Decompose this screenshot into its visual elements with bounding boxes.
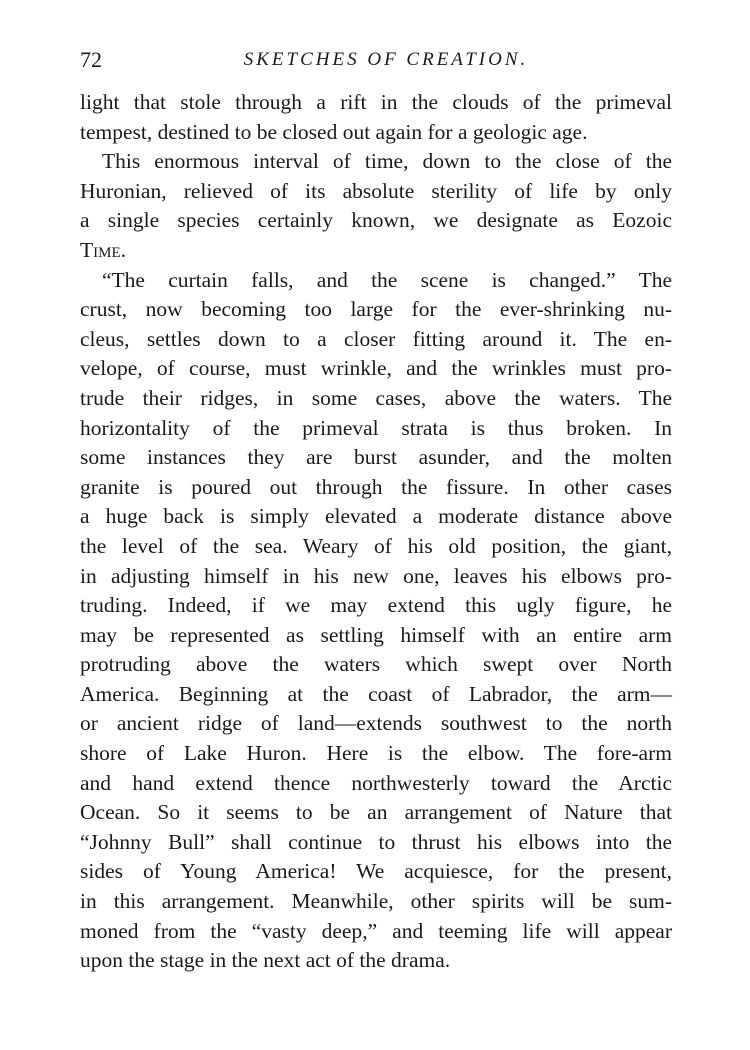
- text-line: in adjusting himself in his new one, leaves his elbows pro-: [80, 563, 672, 588]
- text-line: trude their ridges, in some cases, above the waters. The: [80, 385, 672, 410]
- text-line: sides of Young America! We acquiesce, for the present,: [80, 859, 672, 884]
- text-line: Time.: [80, 237, 127, 262]
- text-line: America. Beginning at the coast of Labrador, the arm—: [80, 681, 672, 706]
- text-line: Ocean. So it seems to be an arrangement of Nature that: [80, 800, 672, 825]
- body-text: [80, 88, 672, 976]
- paragraph-start-line: “The curtain falls, and the scene is changed.” The: [102, 267, 672, 292]
- text-line: truding. Indeed, if we may extend this ugly figure, he: [80, 593, 672, 618]
- text-line: a huge back is simply elevated a moderate distance above: [80, 504, 672, 529]
- text-line: a single species certainly known, we designate as Eozoic: [80, 208, 672, 233]
- text-line: horizontality of the primeval strata is thus broken. In: [80, 415, 672, 440]
- text-line: granite is poured out through the fissure. In other cases: [80, 474, 672, 499]
- text-line: some instances they are burst asunder, and the molten: [80, 445, 672, 470]
- text-line: shore of Lake Huron. Here is the elbow. The fore-arm: [80, 741, 672, 766]
- text-line: in this arrangement. Meanwhile, other spirits will be sum-: [80, 889, 672, 914]
- text-line: may be represented as settling himself with an entire arm: [80, 622, 672, 647]
- text-line: the level of the sea. Weary of his old position, the giant,: [80, 533, 672, 558]
- text-line: velope, of course, must wrinkle, and the wrinkles must pro-: [80, 356, 672, 381]
- text-line: moned from the “vasty deep,” and teeming life will appear: [80, 918, 672, 943]
- text-line: Huronian, relieved of its absolute sterility of life by only: [80, 178, 672, 203]
- text-line: “Johnny Bull” shall continue to thrust his elbows into the: [80, 829, 672, 854]
- paragraph-start-line: This enormous interval of time, down to the close of the: [102, 149, 672, 174]
- text-line: protruding above the waters which swept over North: [80, 652, 672, 677]
- page-header: [80, 44, 672, 76]
- running-head: SKETCHES OF CREATION.: [243, 49, 529, 70]
- text-line: cleus, settles down to a closer fitting around it. The en-: [80, 326, 672, 351]
- text-line: crust, now becoming too large for the ever-shrinking nu-: [80, 297, 672, 322]
- text-line: and hand extend thence northwesterly toward the Arctic: [80, 770, 672, 795]
- text-line: light that stole through a rift in the clouds of the primeval: [80, 90, 672, 114]
- text-line: or ancient ridge of land—extends southwest to the north: [80, 711, 672, 736]
- page-number: 72: [80, 47, 102, 72]
- text-line: tempest, destined to be closed out again for a geologic age.: [80, 119, 588, 144]
- text-line: upon the stage in the next act of the drama.: [80, 948, 451, 973]
